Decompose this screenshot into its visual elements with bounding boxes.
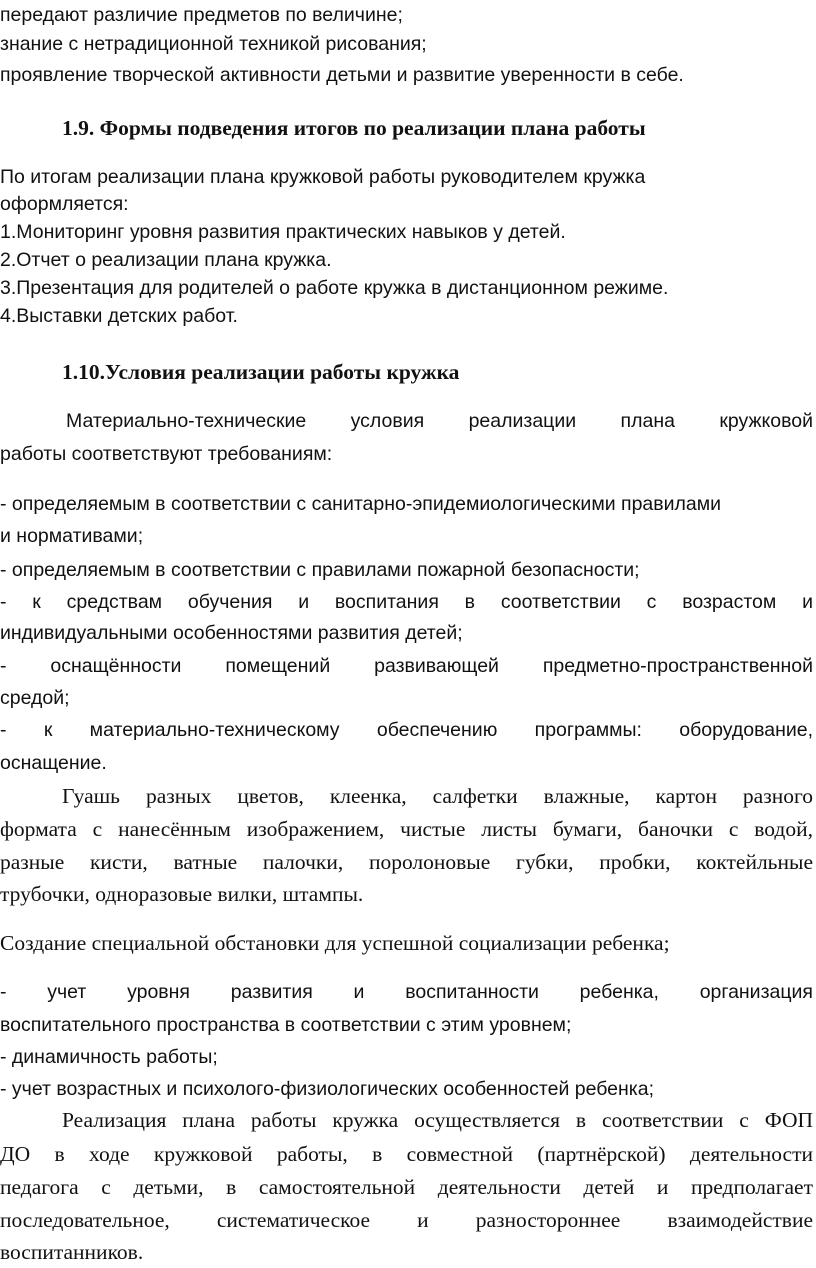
socialization-heading: Создание специальной обстановки для успешной социализации ребенка; — [0, 931, 670, 955]
socialization-item-2: - динамичность работы; — [0, 1046, 218, 1068]
socialization-item-1-line-2: воспитательного пространства в соответствии с этим уровнем; — [0, 1014, 572, 1036]
requirement-4-line-1: - оснащённости помещений развивающей предметно-пространственной — [0, 655, 813, 677]
conditions-para-line-2: работы соответствуют требованиям: — [0, 443, 333, 465]
materials-line-3: разные кисти, ватные палочки, поролоновые губки, пробки, коктейльные — [0, 850, 813, 874]
list-item: 1.Мониторинг уровня развития практических навыков у детей. — [0, 221, 566, 243]
requirement-1-line-1: - определяемым в соответствии с санитарно-эпидемиологическими правилами — [0, 493, 722, 515]
requirement-1-line-2: и нормативами; — [0, 525, 144, 547]
materials-line-2: формата с нанесённым изображением, чистые листы бумаги, баночки с водой, — [0, 817, 813, 841]
implementation-line-3: педагога с детьми, в самостоятельной деятельности детей и предполагает — [0, 1175, 813, 1199]
materials-line-4: трубочки, одноразовые вилки, штампы. — [0, 882, 364, 906]
requirement-3-line-2: индивидуальными особенностями развития детей; — [0, 622, 463, 644]
section-1-9-heading: 1.9. Формы подведения итогов по реализации плана работы — [62, 116, 646, 140]
section-1-10-heading: 1.10.Условия реализации работы кружка — [62, 360, 460, 384]
requirement-4-line-2: средой; — [0, 687, 70, 709]
socialization-item-3: - учет возрастных и психолого-физиологических особенностей ребенка; — [0, 1078, 655, 1100]
intro-line-2: знание с нетрадиционной техникой рисования; — [0, 33, 427, 55]
section-1-9-intro-line-1: По итогам реализации плана кружковой работы руководителем кружка — [0, 166, 646, 188]
socialization-item-1-line-1: - учет уровня развития и воспитанности ребенка, организация — [0, 981, 813, 1003]
requirement-2-line-1: - определяемым в соответствии с правилами пожарной безопасности; — [0, 559, 640, 581]
list-item: 2.Отчет о реализации плана кружка. — [0, 249, 332, 271]
implementation-line-2: ДО в ходе кружковой работы, в совместной (партнёрской) деятельности — [0, 1142, 813, 1166]
requirement-5-line-2: оснащение. — [0, 752, 107, 774]
list-item: 4.Выставки детских работ. — [0, 305, 238, 327]
requirement-3-line-1: - к средствам обучения и воспитания в соответствии с возрастом и — [0, 591, 813, 613]
implementation-line-4: последовательное, систематическое и разностороннее взаимодействие — [0, 1208, 813, 1232]
list-item: 3.Презентация для родителей о работе кружка в дистанционном режиме. — [0, 277, 669, 299]
materials-line-1: Гуашь разных цветов, клеенка, салфетки влажные, картон разного — [62, 784, 813, 808]
intro-line-1: передают различие предметов по величине; — [0, 4, 403, 26]
implementation-line-1: Реализация плана работы кружка осуществляется в соответствии с ФОП — [62, 1108, 813, 1132]
conditions-para-line-1: Материально-технические условия реализации плана кружковой — [66, 410, 813, 432]
section-1-9-intro-line-2: оформляется: — [0, 193, 129, 215]
intro-line-3: проявление творческой активности детьми и развитие уверенности в себе. — [0, 64, 684, 86]
requirement-5-line-1: - к материально-техническому обеспечению программы: оборудование, — [0, 719, 813, 741]
implementation-line-5: воспитанников. — [0, 1240, 144, 1264]
